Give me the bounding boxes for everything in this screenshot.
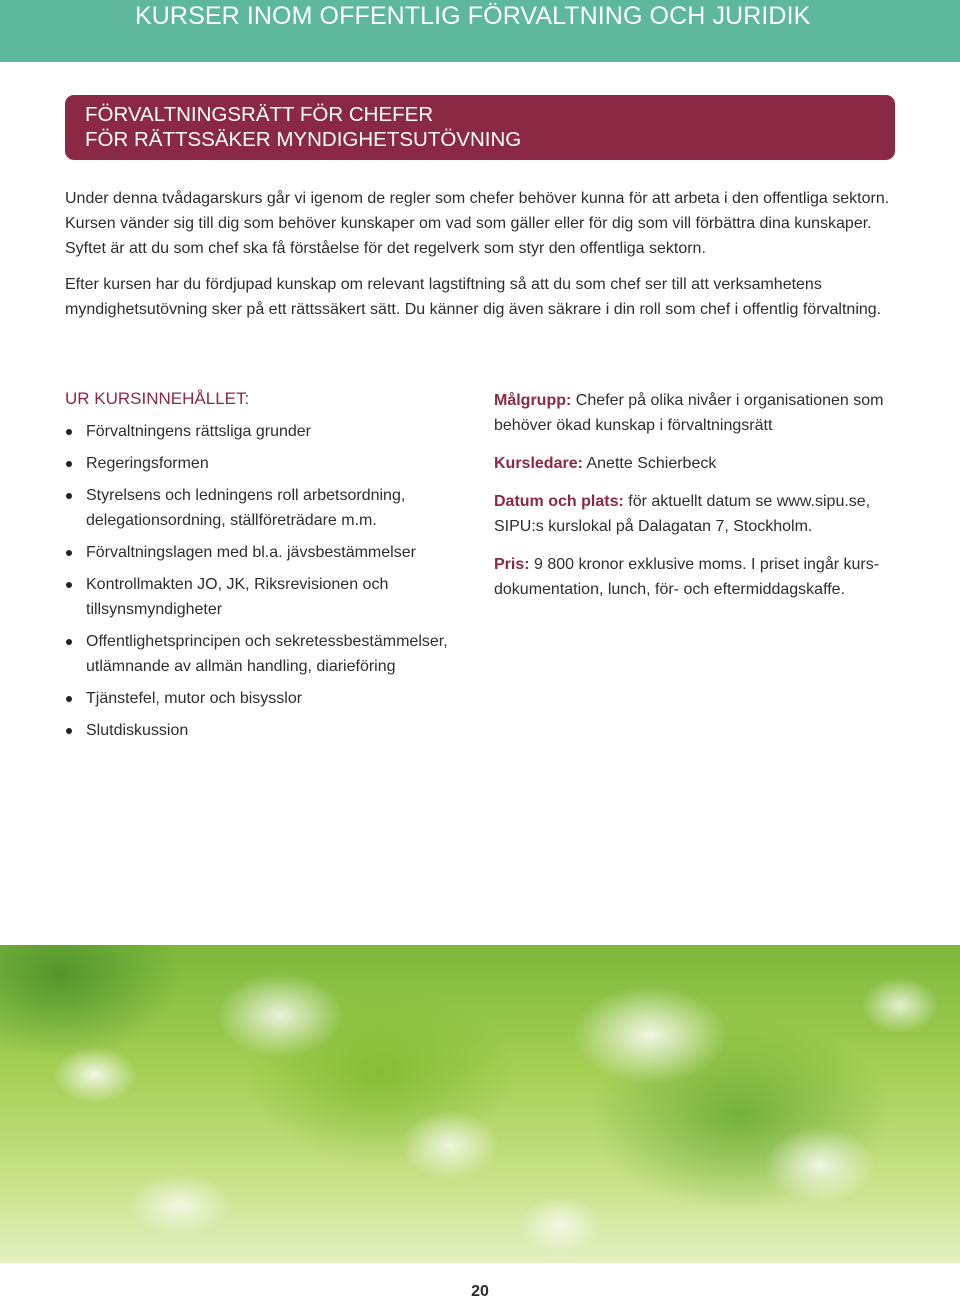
bullet-icon xyxy=(66,550,72,556)
bullet-icon xyxy=(66,728,72,734)
list-item xyxy=(65,718,475,743)
page-header-title: KURSER INOM OFFENTLIG FÖRVALTNING OCH JURIDIK xyxy=(135,2,811,30)
list-item xyxy=(65,483,475,533)
list-item xyxy=(65,451,475,476)
course-contents-heading: UR KURSINNEHÅLLET: xyxy=(65,389,250,408)
list-item xyxy=(65,629,475,679)
page-header xyxy=(0,0,960,62)
course-leader xyxy=(494,451,914,476)
date-and-place-text: för aktuellt datum se www.sipu.se, SIPU:s kurslokal på Dalagatan 7, Stockholm. xyxy=(494,493,871,535)
target-group-label: Målgrupp: xyxy=(494,392,572,409)
list-item xyxy=(65,572,475,622)
list-item-text: Förvaltningslagen med bl.a. jävsbestämmelser xyxy=(86,544,416,561)
list-item xyxy=(65,686,475,711)
course-title-banner xyxy=(65,95,895,160)
list-item-text: Slutdiskussion xyxy=(86,722,189,739)
price xyxy=(494,552,914,602)
bullet-icon xyxy=(66,429,72,435)
intro-paragraph: Efter kursen har du fördjupad kunskap om relevant lagstiftning så att du som chef ser till att verksamhetens myndighetsutövning sker på ett rättssäkert sätt. Du känner dig även säkrare i din roll som chef i offentlig förvaltning. xyxy=(65,276,882,318)
course-contents xyxy=(65,388,475,750)
bullet-icon xyxy=(66,493,72,499)
page-number: 20 xyxy=(471,1283,489,1300)
price-label: Pris: xyxy=(494,556,530,573)
list-item-text: Styrelsens och ledningens roll arbetsordning, delegationsordning, ställföreträdare m.m. xyxy=(86,487,406,529)
course-leader-text: Anette Schierbeck xyxy=(582,455,717,472)
date-and-place-label: Datum och plats: xyxy=(494,493,624,510)
bullet-icon xyxy=(66,461,72,467)
list-item xyxy=(65,419,475,444)
list-item-text: Regeringsformen xyxy=(86,455,209,472)
intro-paragraph: Under denna tvådagarskurs går vi igenom de regler som chefer behöver kunna för att arbeta i den offentliga sektorn. Kursen vänder sig till dig som behöver kunskaper om vad som gäller eller för dig som vill förbättra dina kunskaper. Syftet är att du som chef ska få förståelse för det regelverk som styr den offentliga sektorn. xyxy=(65,190,890,257)
date-and-place xyxy=(494,489,914,539)
course-leader-label: Kursledare: xyxy=(494,455,583,472)
list-item-text: Kontrollmakten JO, JK, Riksrevisionen och tillsynsmyndigheter xyxy=(86,576,389,618)
list-item xyxy=(65,540,475,565)
bullet-icon xyxy=(66,639,72,645)
price-text: 9 800 kronor exklusive moms. I priset ingår kursdokumentation, lunch, för- och eftermiddagskaffe. xyxy=(494,556,880,598)
course-contents-list xyxy=(65,419,475,743)
course-title-line-1: FÖRVALTNINGSRÄTT FÖR CHEFER xyxy=(85,103,434,126)
list-item-text: Tjänstefel, mutor och bisysslor xyxy=(86,690,303,707)
list-item-text: Offentlighetsprincipen och sekretessbestämmelser, utlämnande av allmän handling, diarieföring xyxy=(86,633,448,675)
list-item-text: Förvaltningens rättsliga grunder xyxy=(86,423,312,440)
target-group xyxy=(494,388,914,438)
bullet-icon xyxy=(66,696,72,702)
course-info xyxy=(494,388,914,615)
target-group-text: Chefer på olika nivåer i organisationen som behöver ökad kunskap i förvaltningsrätt xyxy=(494,392,884,434)
bullet-icon xyxy=(66,582,72,588)
course-title-line-2: FÖR RÄTTSSÄKER MYNDIGHETSUTÖVNING xyxy=(85,127,522,151)
course-intro xyxy=(65,186,900,333)
bokeh-leaves-photo xyxy=(0,945,960,1263)
